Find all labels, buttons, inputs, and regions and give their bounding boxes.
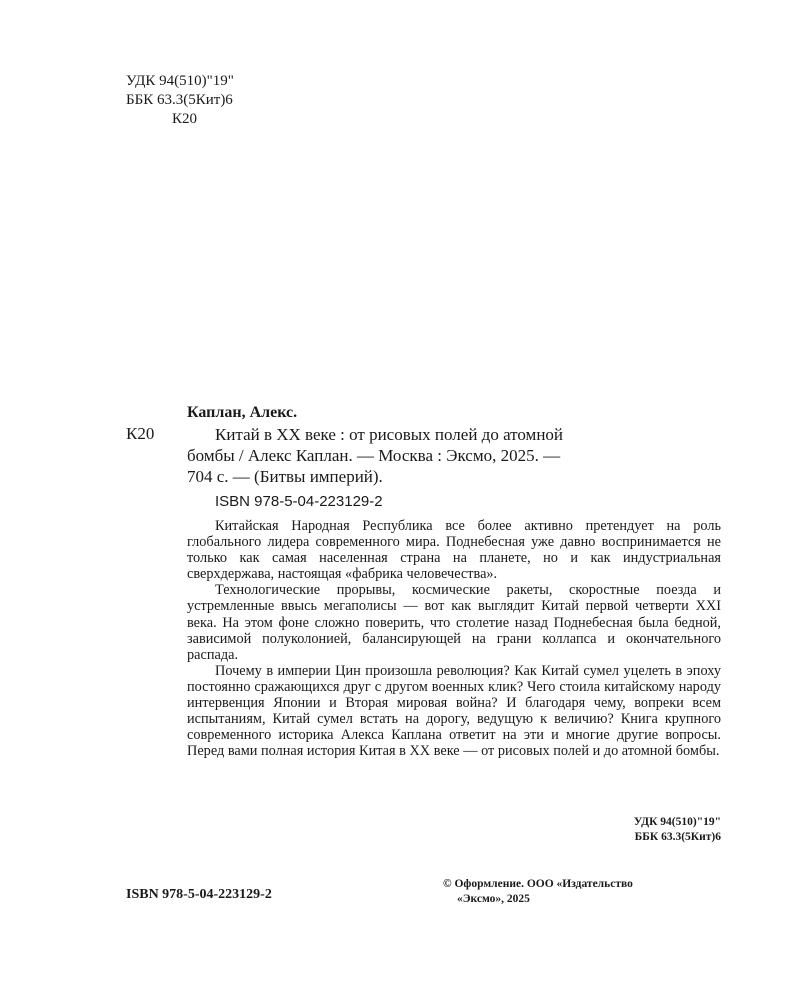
header-classification-codes xyxy=(126,72,234,129)
copyright-line-1: © Оформление. ООО «Издательство xyxy=(443,878,633,890)
isbn-main: ISBN 978-5-04-223129-2 xyxy=(215,493,383,510)
annotation-paragraph-3: Почему в империи Цин произошла революция? Как Китай сумел уцелеть в эпоху постоянно сражающихся друг с другом военных клик? Чего стоила китайскому народу интервенция Японии и Вторая мировая война? И благодаря чему, вопреки всем испытаниям, Китай сумел встать на дорогу, ведущую к величию? Книга крупного современного историка Алекса Каплана ответит на эти и многие другие вопросы. Перед вами полная история Китая в XX веке — от рисовых полей и до атомной бомбы. xyxy=(187,662,721,760)
author-mark: К20 xyxy=(172,111,198,127)
annotation-paragraph-2: Технологические прорывы, космические ракеты, скоростные поезда и устремленные ввысь мегаполисы — вот как выглядит Китай первой четверти XXI века. На этом фоне сложно поверить, что столетие назад Поднебесная была бедной, зависимой полуколонией, балансирующей на грани коллапса и окончательного распада. xyxy=(187,582,721,663)
annotation xyxy=(187,518,721,759)
footer-bbk-code: ББК 63.3(5Кит)6 xyxy=(634,831,721,843)
annotation-paragraph-1: Китайская Народная Республика все более активно претендует на роль глобального лидера современного мира. Поднебесная уже давно воспринимается не только как самая населенная страна на планете, но и как индустриальная сверхдержава, настоящая «фабрика человечества». xyxy=(187,518,721,583)
bbk-code: ББК 63.3(5Кит)6 xyxy=(126,92,233,108)
footer-classification-codes xyxy=(560,815,721,845)
copyright-line-2: «Эксмо», 2025 xyxy=(457,893,530,905)
title-line-1: Китай в XX веке : от рисовых полей до атомной xyxy=(215,425,564,444)
udk-code: УДК 94(510)"19" xyxy=(126,73,234,89)
catalog-author-mark: К20 xyxy=(126,424,155,443)
isbn-footer: ISBN 978-5-04-223129-2 xyxy=(126,887,272,902)
title-line-3: 704 с. — (Битвы империй). xyxy=(187,467,383,486)
bibliographic-description xyxy=(187,424,721,487)
footer-udk-code: УДК 94(510)"19" xyxy=(633,816,721,828)
copyright-notice xyxy=(443,877,733,907)
author-heading: Каплан, Алекс. xyxy=(187,404,298,421)
title-line-2: бомбы / Алекс Каплан. — Москва : Эксмо, 2025. — xyxy=(187,446,561,465)
